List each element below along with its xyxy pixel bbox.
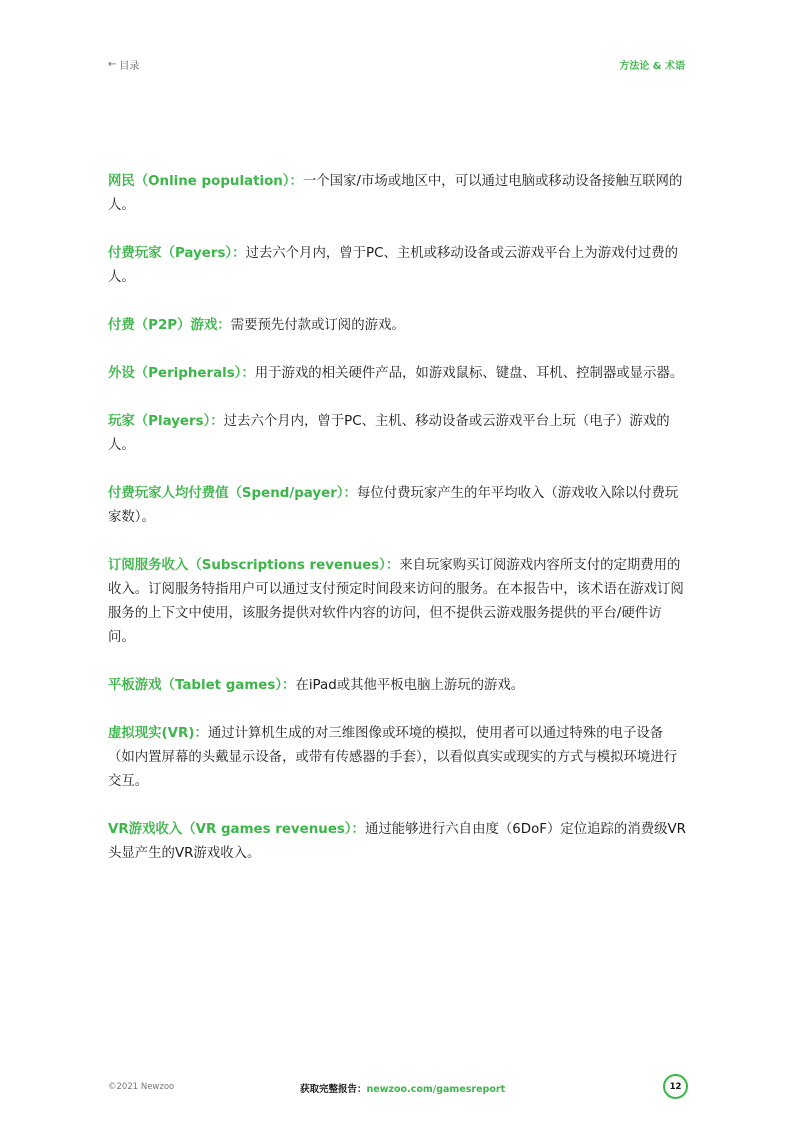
glossary-definition: 通过计算机生成的对三维图像或环境的模拟，使用者可以通过特殊的电子设备（如内置屏幕的头戴显示设备，或带有传感器的手套），以看似真实或现实的方式与模拟环境进行交互。 [108,726,678,789]
glossary-entry [108,314,686,338]
glossary-term: 付费玩家人均付费值（Spend/payer）： [108,486,357,501]
glossary-term: 付费（P2P）游戏： [108,318,231,333]
glossary-term: 玩家（Players）： [108,414,224,429]
glossary-term: 付费玩家（Payers）： [108,246,246,261]
glossary-entry [108,482,686,530]
glossary-entry [108,410,686,458]
page-number: 12 [663,1074,688,1099]
copyright: ©2021 Newzoo [108,1082,175,1092]
glossary-definition: 需要预先付款或订阅的游戏。 [230,318,405,333]
glossary-definition: 来自玩家购买订阅游戏内容所支付的定期费用的收入。订阅服务特指用户可以通过支付预定时间段来访问的服务。在本报告中，该术语在游戏订阅服务的上下文中使用，该服务提供对软件内容的访问，但不提供云游戏服务提供的平台/硬件访问。 [108,558,684,645]
arrow-left-icon: ← [108,59,117,70]
report-cta [300,1081,505,1095]
glossary-term: 平板游戏（Tablet games）： [108,678,296,693]
glossary-term: 网民（Online population）： [108,174,303,189]
glossary-definition: 每位付费玩家产生的年平均收入（游戏收入除以付费玩家数）。 [108,486,679,525]
glossary-entry [108,674,686,698]
glossary-definition: 一个国家/市场或地区中，可以通过电脑或移动设备接触互联网的人。 [108,174,683,213]
glossary-list [108,170,686,890]
glossary-term: 外设（Peripherals）： [108,366,255,381]
glossary-term: 订阅服务收入（Subscriptions revenues）： [108,558,400,573]
section-title: 方法论 & 术语 [619,61,685,72]
report-link[interactable]: newzoo.com/gamesreport [366,1084,506,1095]
glossary-entry [108,554,686,650]
glossary-definition: 过去六个月内，曾于PC、主机或移动设备或云游戏平台上为游戏付过费的人。 [108,246,679,285]
glossary-entry [108,362,686,386]
glossary-definition: 用于游戏的相关硬件产品，如游戏鼠标、键盘、耳机、控制器或显示器。 [254,366,684,381]
glossary-entry [108,170,686,218]
glossary-entry [108,242,686,290]
glossary-definition: 通过能够进行六自由度（6DoF）定位追踪的消费级VR头显产生的VR游戏收入。 [108,822,686,861]
back-to-contents-label: 目录 [119,61,140,72]
glossary-entry [108,818,686,866]
report-cta-label: 获取完整报告： [300,1084,367,1095]
glossary-term: 虚拟现实(VR)： [108,726,208,741]
back-to-contents-link[interactable] [108,57,139,72]
glossary-definition: 过去六个月内，曾于PC、主机、移动设备或云游戏平台上玩（电子）游戏的人。 [108,414,670,453]
glossary-definition: 在iPad或其他平板电脑上游玩的游戏。 [295,678,525,693]
glossary-entry [108,722,686,794]
glossary-term: VR游戏收入（VR games revenues）： [108,822,365,837]
